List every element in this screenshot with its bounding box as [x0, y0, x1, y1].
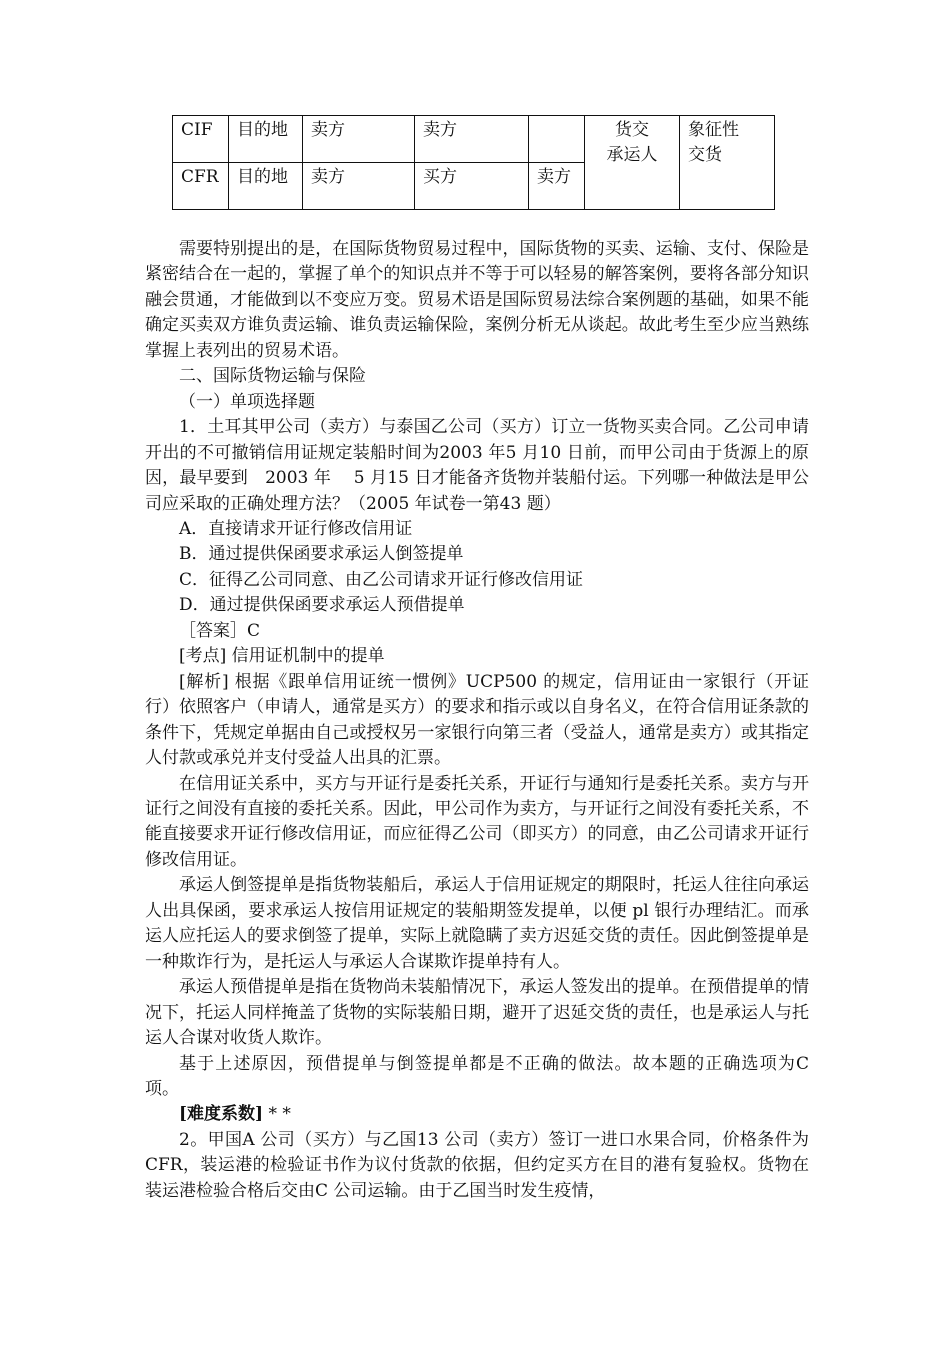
difficulty-value: * *	[263, 1104, 291, 1125]
table-row	[173, 116, 775, 163]
option-a: A．直接请求开证行修改信用证	[179, 518, 413, 539]
answer-line: ［答案］C	[179, 620, 261, 641]
option-c: C．征得乙公司同意、由乙公司请求开证行修改信用证	[179, 569, 584, 590]
analysis-paragraph-4: 承运人预借提单是指在货物尚未装船情况下，承运人签发出的提单。在预借提单的情况下，托运人同样掩盖了货物的实际装船日期，避开了迟延交货的责任，也是承运人与托运人合谋对收货人欺诈。	[145, 977, 809, 1049]
table-cell: 卖方	[303, 163, 415, 210]
body-text	[145, 237, 809, 1204]
analysis-paragraph-2: 在信用证关系中，买方与开证行是委托关系，开证行与通知行是委托关系。卖方与开证行之间没有直接的委托关系。因此，甲公司作为卖方，与开证行之间没有委托关系，不能直接要求开证行修改信用证，而应征得乙公司（即买方）的同意，由乙公司请求开证行修改信用证。	[145, 773, 809, 870]
table-cell: 买方	[415, 163, 529, 210]
table-cell: 卖方	[303, 116, 415, 163]
intro-paragraph: 需要特别提出的是，在国际货物贸易过程中，国际货物的买卖、运输、支付、保险是紧密结合在一起的，掌握了单个的知识点并不等于可以轻易的解答案例，要将各部分知识融会贯通，才能做到以不变应万变。贸易术语是国际贸易法综合案例题的基础，如果不能确定买卖双方谁负责运输、谁负责运输保险，案例分析无从谈起。故此考生至少应当熟练掌握上表列出的贸易术语。	[145, 239, 809, 361]
table-cell-merged: 象征性 交货	[680, 116, 775, 210]
trade-terms-table	[172, 115, 775, 210]
difficulty-label: [难度系数]	[179, 1104, 264, 1125]
table-cell-merged: 货交 承运人	[585, 116, 680, 210]
section-heading: 二、国际货物运输与保险	[179, 366, 366, 387]
question-2-text: 2。甲国A 公司（买方）与乙国13 公司（卖方）签订一进口水果合同，价格条件为 CFR，装运港的检验证书作为议付货款的依据，但约定买方在目的港有复验权。货物在装运港检验合格后交由C 公司运输。由于乙国当时发生疫情，	[145, 1129, 809, 1201]
table-cell: 目的地	[229, 163, 303, 210]
table-cell: 卖方	[529, 163, 585, 210]
difficulty-line	[145, 1102, 809, 1127]
exam-point-line: [考点] 信用证机制中的提单	[179, 646, 385, 667]
table-cell: 卖方	[415, 116, 529, 163]
analysis-paragraph-5: 基于上述原因，预借提单与倒签提单都是不正确的做法。故本题的正确选项为C 项。	[145, 1053, 809, 1099]
option-d: D．通过提供保函要求承运人预借提单	[179, 595, 465, 616]
table-cell: 目的地	[229, 116, 303, 163]
option-b: B．通过提供保函要求承运人倒签提单	[179, 544, 464, 565]
analysis-paragraph-3: 承运人倒签提单是指货物装船后，承运人于信用证规定的期限时，托运人往往向承运人出具保函，要求承运人按信用证规定的装船期签发提单，以便 pl 银行办理结汇。而承运人应托运人的要求倒签了提单，实际上就隐瞒了卖方迟延交货的责任。因此倒签提单是一种欺诈行为，是托运人与承运人合谋欺诈提单持有人。	[145, 875, 809, 972]
subsection-heading: （一）单项选择题	[179, 391, 315, 412]
table-cell	[529, 116, 585, 163]
table-cell: CIF	[173, 116, 229, 163]
table-cell: CFR	[173, 163, 229, 210]
question-1-text: 1．土耳其甲公司（卖方）与泰国乙公司（买方）订立一货物买卖合同。乙公司申请开出的不可撤销信用证规定装船时间为2003 年5 月10 日前，而甲公司由于货源上的原因，最早要到 2003 年 5 月15 日才能备齐货物并装船付运。下列哪一种做法是甲公司应采取的正确处理方法？（2005 年试卷一第43 题）	[145, 417, 809, 514]
analysis-paragraph: [解析] 根据《跟单信用证统一惯例》UCP500 的规定，信用证由一家银行（开证行）依照客户（申请人，通常是买方）的要求和指示或以自身名义，在符合信用证条款的条件下，凭规定单据由自己或授权另一家银行向第三者（受益人，通常是卖方）或其指定人付款或承兑并支付受益人出具的汇票。	[145, 671, 809, 769]
